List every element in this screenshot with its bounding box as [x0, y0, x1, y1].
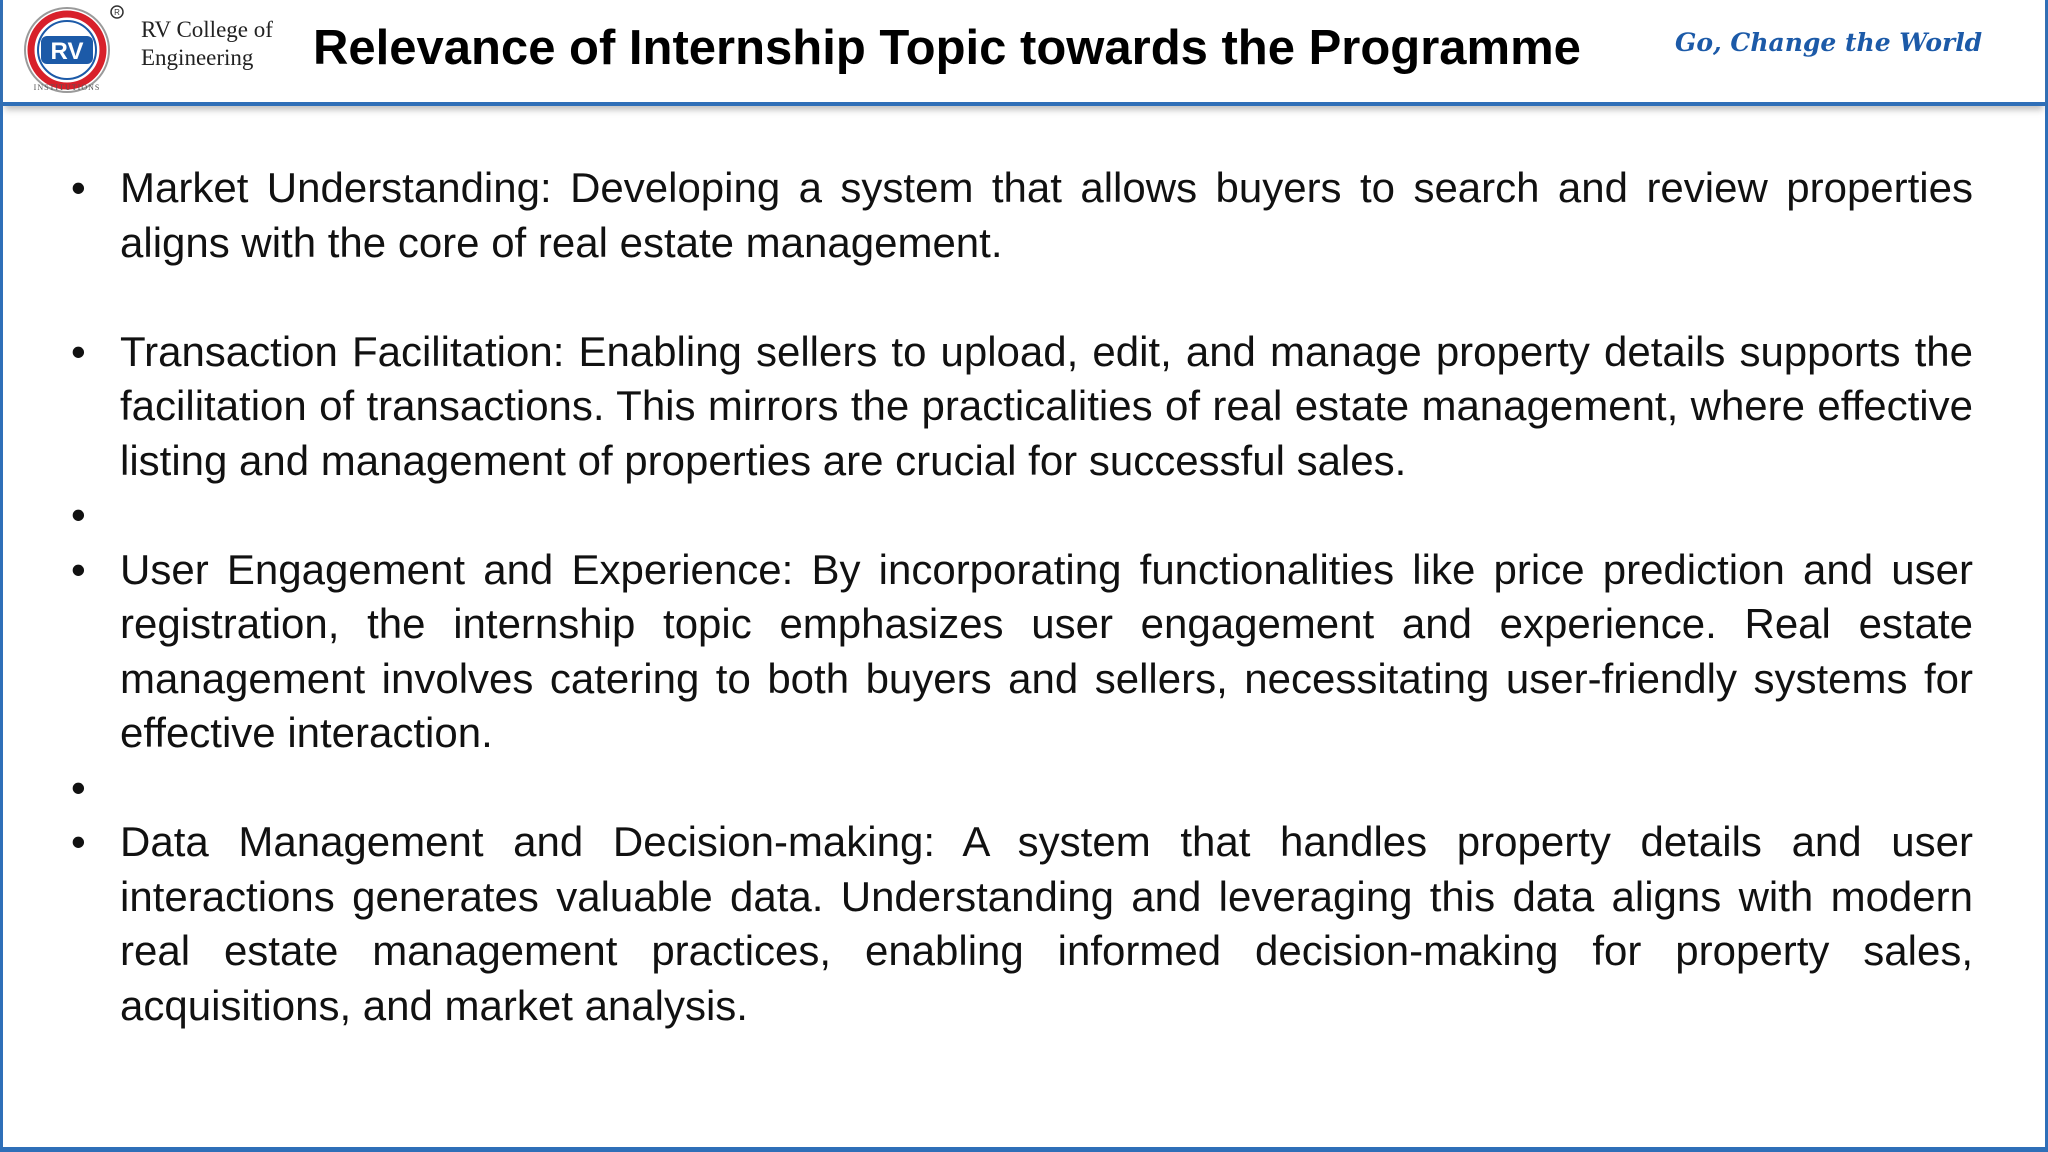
svg-text:R: R — [114, 8, 120, 17]
college-name: RV College of Engineering — [141, 17, 273, 70]
bullet-empty — [71, 761, 1973, 816]
bullet-user-engagement: • User Engagement and Experience: By incorporating functionalities like price prediction and user registration, the internship topic emphasizes user engagement and experience. Real estate management involves catering to both buyers and sellers, necessitating user-friendly systems for effective interaction. — [71, 543, 1973, 761]
tagline: Go, Change the World — [1675, 28, 1983, 57]
bullet-transaction-facilitation: • Transaction Facilitation: Enabling sellers to upload, edit, and manage property details supports the facilitation of transactions. This mirrors the practicalities of real estate management, where effective listing and management of properties are crucial for successful sales. — [71, 325, 1973, 489]
slide-title: Relevance of Internship Topic towards the Programme — [313, 21, 1581, 75]
rvce-logo — [7, 4, 129, 96]
bullet-empty — [71, 488, 1973, 543]
bullet-list — [71, 161, 1973, 1033]
bullet-data-management: • Data Management and Decision-making: A system that handles property details and user interactions generates valuable data. Understanding and leveraging this data aligns with modern real estate management practices, enabling informed decision-making for property sales, acquisitions, and market analysis. — [71, 815, 1973, 1033]
logo-mark-text: RV — [50, 38, 84, 65]
bullet-market-understanding: • Market Understanding: Developing a system that allows buyers to search and review properties aligns with the core of real estate management. — [71, 161, 1973, 270]
slide-header — [3, 0, 2045, 106]
logo-ring-text: INSTITUTIONS — [33, 83, 101, 92]
